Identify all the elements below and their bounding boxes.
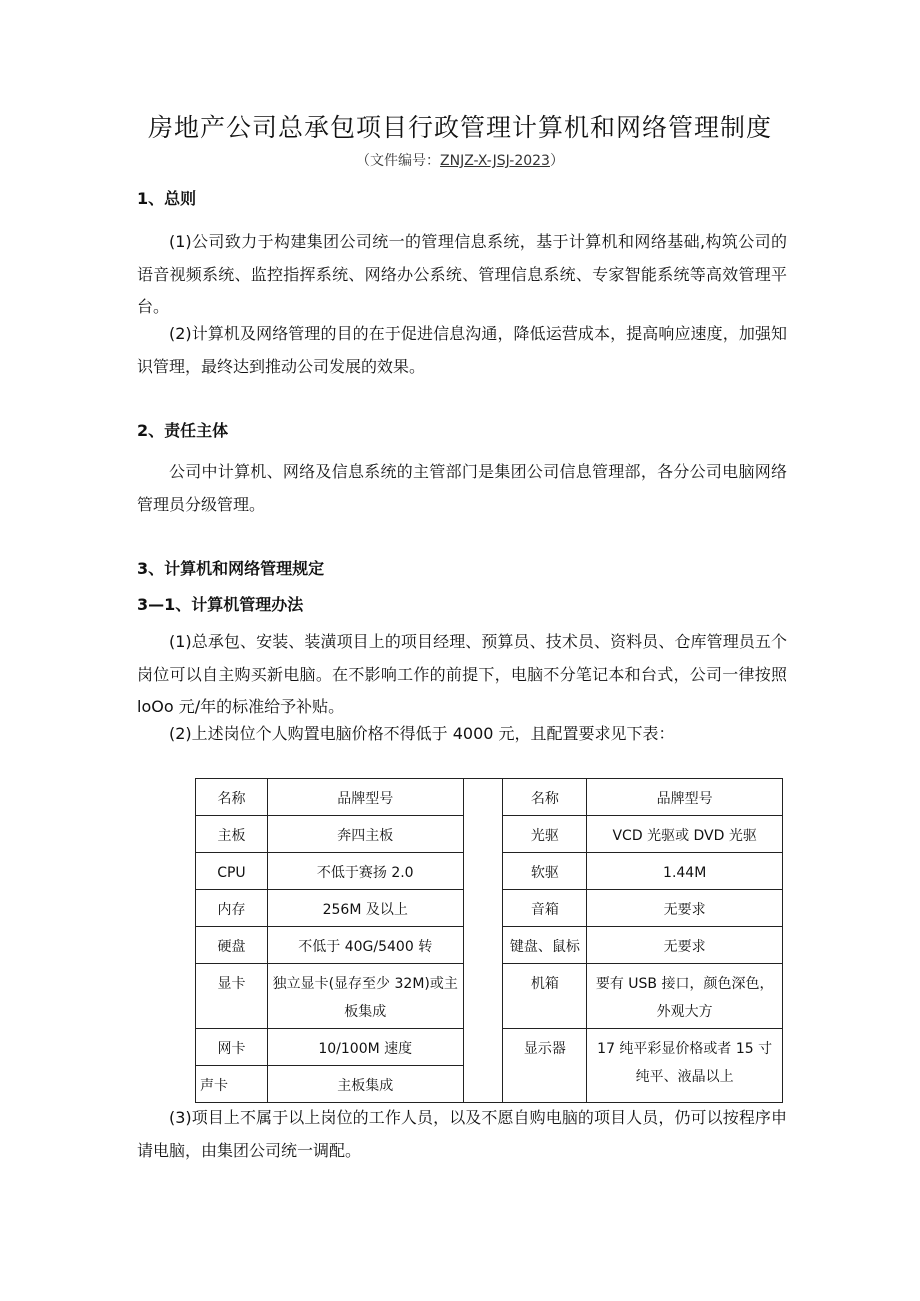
spec-model-cell: 无要求 xyxy=(587,927,783,964)
section-2-paragraph-1: 公司中计算机、网络及信息系统的主管部门是集团公司信息管理部，各分公司电脑网络管理员分级管理。 xyxy=(137,462,787,514)
spec-name-cell: 硬盘 xyxy=(196,927,268,964)
spec-model-cell: 10/100M 速度 xyxy=(267,1029,463,1066)
spec-model-cell: 17 纯平彩显价格或者 15 寸纯平、液晶以上 xyxy=(587,1029,783,1103)
spec-name-cell: 音箱 xyxy=(503,890,587,927)
spec-name-cell: 显示器 xyxy=(503,1029,587,1103)
section-3-paragraph-2: (2)上述岗位个人购置电脑价格不得低于 4000 元，且配置要求见下表： xyxy=(169,724,675,743)
section-1-paragraph-1: (1)公司致力于构建集团公司统一的管理信息系统，基于计算机和网络基础,构筑公司的语音视频系统、监控指挥系统、网络办公系统、管理信息系统、专家智能系统等高效管理平台。 xyxy=(137,232,787,316)
spec-name-cell: 主板 xyxy=(196,816,268,853)
header-model-right: 品牌型号 xyxy=(587,779,783,816)
spec-model-cell: 不低于赛扬 2.0 xyxy=(267,853,463,890)
spec-model-cell: 奔四主板 xyxy=(267,816,463,853)
spec-model-cell: VCD 光驱或 DVD 光驱 xyxy=(587,816,783,853)
spec-name-cell: 声卡 xyxy=(196,1066,268,1103)
spec-name-cell: 软驱 xyxy=(503,853,587,890)
spec-model-cell: 无要求 xyxy=(587,890,783,927)
section-3-heading: 3、计算机和网络管理规定 xyxy=(137,559,325,578)
spec-model-cell: 主板集成 xyxy=(267,1066,463,1103)
doc-no-suffix: ） xyxy=(549,153,564,169)
spec-name-cell: 内存 xyxy=(196,890,268,927)
spec-model-cell: 要有 USB 接口，颜色深色，外观大方 xyxy=(587,964,783,1029)
section-1-paragraph-2: (2)计算机及网络管理的目的在于促进信息沟通，降低运营成本，提高响应速度，加强知识管理，最终达到推动公司发展的效果。 xyxy=(137,324,787,376)
table-gap-column xyxy=(463,779,503,1103)
section-3-paragraph-3: (3)项目上不属于以上岗位的工作人员，以及不愿自购电脑的项目人员，仍可以按程序申请电脑，由集团公司统一调配。 xyxy=(137,1108,787,1160)
spec-model-cell: 不低于 40G/5400 转 xyxy=(267,927,463,964)
spec-name-cell: 光驱 xyxy=(503,816,587,853)
spec-name-cell: 键盘、鼠标 xyxy=(503,927,587,964)
document-title: 房地产公司总承包项目行政管理计算机和网络管理制度 xyxy=(147,113,772,142)
section-2-heading: 2、责任主体 xyxy=(137,421,229,440)
section-3-paragraph-1: (1)总承包、安装、装潢项目上的项目经理、预算员、技术员、资料员、仓库管理员五个岗位可以自主购买新电脑。在不影响工作的前提下，电脑不分笔记本和台式，公司一律按照 loOo 元/年的标准给予补贴。 xyxy=(137,632,787,716)
spec-name-cell: 网卡 xyxy=(196,1029,268,1066)
doc-no-value: ZNJZ-X-JSJ-2023 xyxy=(440,153,550,169)
header-name-right: 名称 xyxy=(503,779,587,816)
header-name-left: 名称 xyxy=(196,779,268,816)
computer-spec-table xyxy=(195,778,783,1103)
spec-name-cell: 机箱 xyxy=(503,964,587,1029)
spec-name-cell: 显卡 xyxy=(196,964,268,1029)
spec-model-cell: 独立显卡(显存至少 32M)或主板集成 xyxy=(267,964,463,1029)
spec-model-cell: 256M 及以上 xyxy=(267,890,463,927)
table-header-row xyxy=(196,779,783,816)
spec-name-cell: CPU xyxy=(196,853,268,890)
document-number xyxy=(0,150,920,170)
doc-no-prefix: （文件编号： xyxy=(356,153,441,169)
header-model-left: 品牌型号 xyxy=(267,779,463,816)
section-1-heading: 1、总则 xyxy=(137,189,197,208)
section-3-1-heading: 3—1、计算机管理办法 xyxy=(137,595,304,614)
spec-model-cell: 1.44M xyxy=(587,853,783,890)
